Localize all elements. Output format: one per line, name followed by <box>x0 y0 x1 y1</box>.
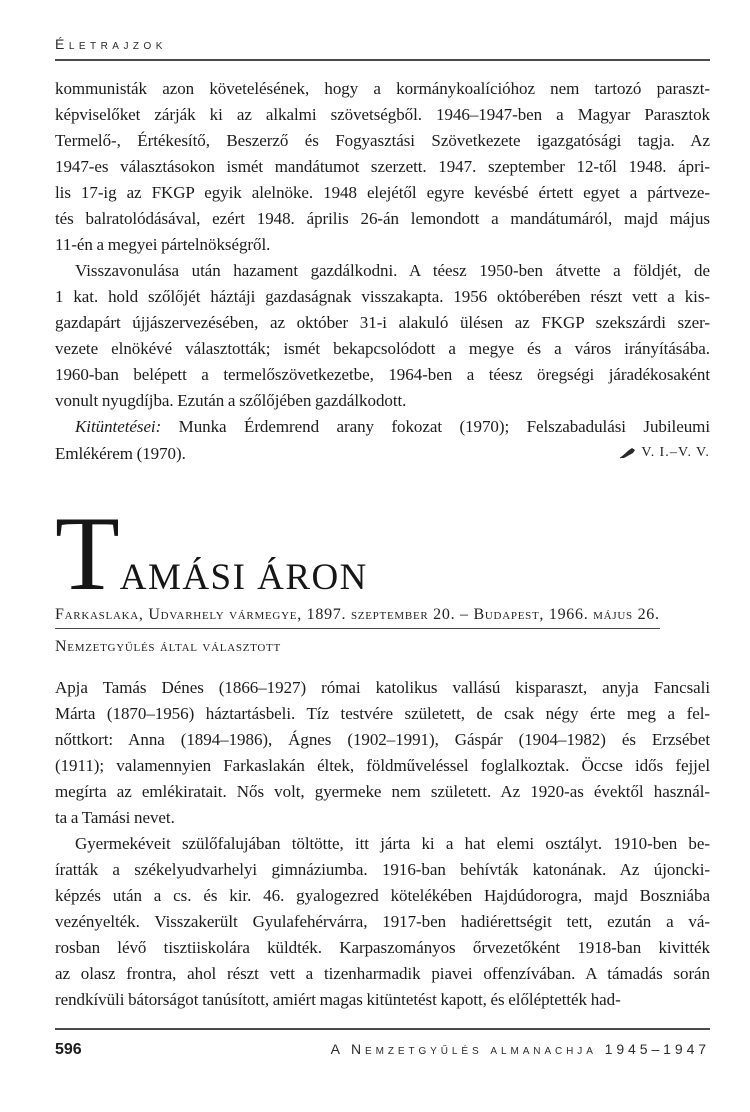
entry-birth-death-line: Farkaslaka, Udvarhely vármegye, 1897. szeptember 20. – Budapest, 1966. május 26. <box>55 606 660 629</box>
header-rule <box>55 59 710 61</box>
running-header <box>55 0 710 61</box>
text-line <box>55 414 710 440</box>
text-line: 1960-ban belépett a termelőszövetkezetbe, 1964-ben a téesz öregségi járadékosaként <box>55 365 710 384</box>
awards-lead-label: Kitüntetései: <box>75 417 162 436</box>
entry-mandate-line: Nemzetgyűlés által választott <box>55 638 281 655</box>
paragraph <box>55 76 710 258</box>
text-line: rosban lévő tisztiiskolára küldték. Karpaszományos őrvezetőként 1918-ban kivitték <box>55 938 710 957</box>
text-line: Termelő-, Értékesítő, Beszerző és Fogyasztási Szövetkezete igazgatósági tagja. Az <box>55 131 710 150</box>
text-line: rendkívüli bátorságot tanúsított, amiért magas kitüntetést kapott, és előléptették had- <box>55 990 621 1009</box>
paragraph <box>55 258 710 414</box>
previous-entry-continuation <box>55 76 710 467</box>
entry-body <box>55 675 710 1013</box>
text-line: Gyermekéveit szülőfalujában töltötte, itt járta ki a hat elemi osztályt. 1910-ben be- <box>75 834 710 853</box>
text-line: képviselőket zárják ki az alkalmi szövetségből. 1946–1947-ben a Magyar Parasztok <box>55 105 710 124</box>
paragraph <box>55 675 710 831</box>
text-line: vezete elnökévé választották; ismét bekapcsolódott a megye és a város irányításába. <box>55 339 710 358</box>
entry-subtitle-wrap <box>55 606 710 629</box>
text-line: ta a Tamási nevet. <box>55 808 175 827</box>
text-line: nőttkort: Anna (1894–1986), Ágnes (1902–1991), Gáspár (1904–1982) és Erzsébet <box>55 730 710 749</box>
awards-paragraph <box>55 414 710 467</box>
text-line <box>55 440 710 467</box>
signature-initials: V. I.–V. V. <box>641 445 710 460</box>
running-header-title: Életrajzok <box>55 36 167 52</box>
entry-name-rest: AMÁSI ÁRON <box>119 557 368 598</box>
page-footer <box>55 1028 710 1059</box>
writing-pen-icon <box>619 447 636 459</box>
text-line: gazdapárt újjászervezésében, az október 31-i alakuló ülésen az FKGP szekszárdi szer- <box>55 313 710 332</box>
entry-heading <box>55 495 710 656</box>
text-line: vonult nyugdíjba. Ezután a szőlőjében gazdálkodott. <box>55 391 407 410</box>
entry-name <box>55 495 710 612</box>
text-line: képzés után a cs. és kir. 46. gyalogezred kötelékében Hajdúdorogra, majd Boszniába <box>55 886 710 905</box>
text-line: tés balratolódásával, ezért 1948. április 26-án lemondott a mandátumáról, majd május <box>55 209 710 228</box>
text-line: Márta (1870–1956) háztartásbeli. Tíz testvére született, de csak négy érte meg a fel- <box>55 704 710 723</box>
text-line: kommunisták azon követelésének, hogy a kormánykoalícióhoz nem tartozó paraszt- <box>55 79 710 98</box>
awards-text: Munka Érdemrend arany fokozat (1970); Felszabadulási Jubileumi <box>161 417 710 436</box>
text-line: 1 kat. hold szőlőjét háztáji gazdaságnak visszakapta. 1956 októberében részt vett a kis- <box>55 287 710 306</box>
text-line: Apja Tamás Dénes (1866–1927) római katolikus vallású kisparaszt, anyja Fancsali <box>55 678 710 697</box>
author-signature <box>619 440 710 466</box>
text-line: 1947-es választásokon ismét mandátumot szerzett. 1947. szeptember 12-től 1948. ápri- <box>55 157 710 176</box>
text-line: íratták a székelyudvarhelyi gimnáziumba. 1916-ban behívták katonának. Az újoncki- <box>55 860 710 879</box>
text-line: (1911); valamennyien Farkaslakán éltek, földműveléssel foglalkoztak. Öccse idős fejjel <box>55 756 710 775</box>
text-line: lis 17-ig az FKGP egyik alelnöke. 1948 elejétől egyre kevésbé értett egyet a pártveze- <box>55 183 710 202</box>
entry-name-drop-cap: T <box>55 495 120 612</box>
text-line: 11-én a megyei pártelnökségről. <box>55 235 271 254</box>
text-line: vezényelték. Visszakerült Gyulafehérvárra, 1917-ben hadiérettségit tett, ezután a vá- <box>55 912 710 931</box>
entry-paragraphs <box>55 675 710 1013</box>
previous-entry-paragraphs <box>55 76 710 414</box>
page-number: 596 <box>55 1041 82 1058</box>
text-line: megírta az emlékiratait. Nős volt, gyermeke nem született. Az 1920-as évektől használ- <box>55 782 710 801</box>
text-line: Visszavonulása után hazament gazdálkodni. A téesz 1950-ben átvette a földjét, de <box>75 261 710 280</box>
paragraph <box>55 831 710 1013</box>
footer-book-title: A Nemzetgyűlés almanachja 1945–1947 <box>330 1041 710 1057</box>
text-line: az olasz frontra, ahol részt vett a tizenharmadik piavei offenzívában. A támadás során <box>55 964 710 983</box>
awards-text-end: Emlékérem (1970). <box>55 444 186 463</box>
